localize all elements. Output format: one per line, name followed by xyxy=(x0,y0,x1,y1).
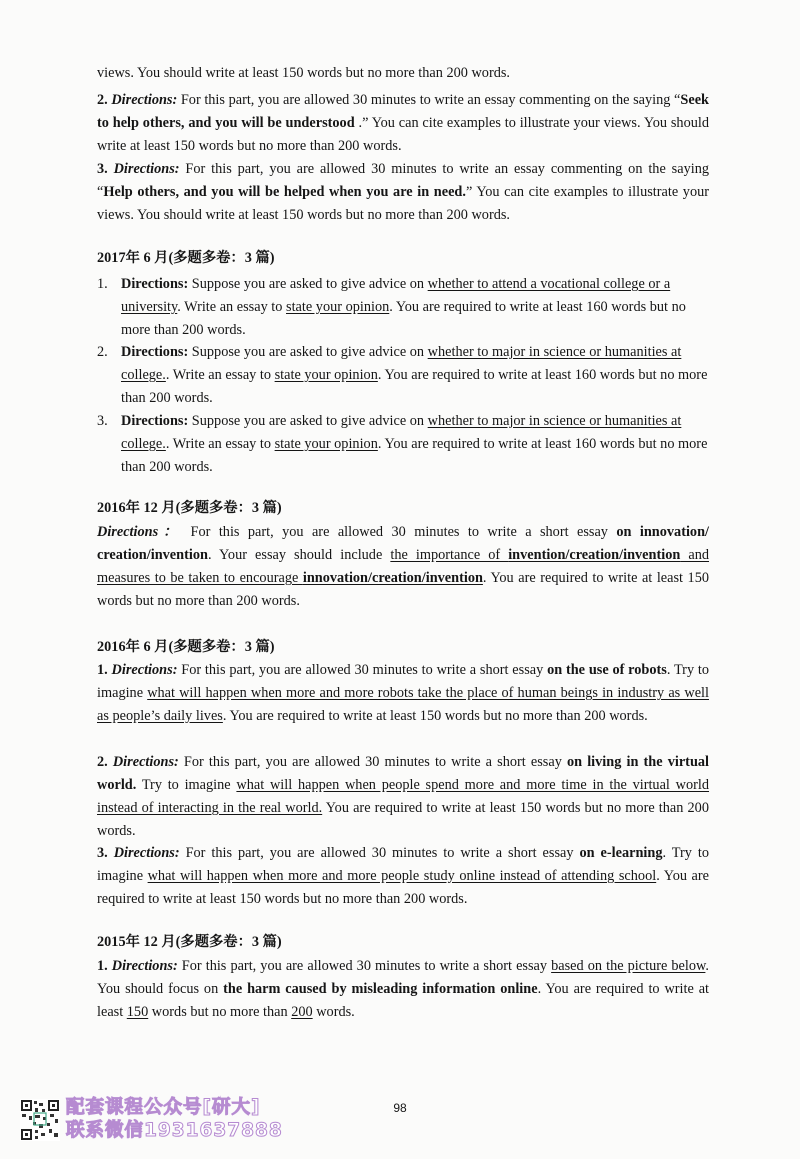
underlined-text: the importance of xyxy=(390,547,509,563)
underlined-text: what will happen when more and more robots take the place of human beings in industry as well as people’s daily lives xyxy=(97,685,709,724)
underlined-text: based on the picture below xyxy=(551,958,706,974)
direction-2016-12 xyxy=(97,521,709,613)
text-span: Try to imagine xyxy=(136,777,237,793)
item-number: 3. xyxy=(97,413,108,429)
quoted-saying: Help others, and you will be helped when you are in need. xyxy=(103,184,466,200)
text-span: For this part, you are allowed 30 minutes to write a short essay xyxy=(178,754,567,770)
directions-label: Directions： xyxy=(97,524,183,540)
directions-label: Directions: xyxy=(111,662,178,678)
watermark-line: 配套课程公众号[研大] xyxy=(66,1097,261,1118)
bold-topic: on e-learning xyxy=(579,845,663,861)
underlined-text: what will happen when people spend more and more time in the virtual world instead of interacting in the real world. xyxy=(97,777,710,816)
underlined-task: state your opinion xyxy=(274,367,378,383)
directions-label: Directions: xyxy=(121,276,189,292)
text-span: ” You can cite examples to illustrate your views. You should write at least 150 words but no more than 200 words. xyxy=(97,184,710,223)
item-number: 1. xyxy=(97,958,112,974)
text-span: . You are required to write at least 160 words but no more than 200 words. xyxy=(121,436,708,475)
item-number: 1. xyxy=(97,276,108,292)
section-heading-2016-6: 2016年 6 月(多题多卷：3 篇) xyxy=(97,639,275,655)
text-span: . You are required to write at least xyxy=(97,981,710,1020)
intro-direction-3 xyxy=(97,158,709,227)
section-heading-2016-12: 2016年 12 月(多题多卷：3 篇) xyxy=(97,500,282,516)
text-span: . Try to imagine xyxy=(97,845,710,884)
item-number: 2. xyxy=(97,754,113,770)
item-number: 3. xyxy=(97,161,114,177)
text-span: . Try to imagine xyxy=(97,662,710,701)
direction-2016-6-3 xyxy=(97,842,709,911)
text-span: words but no more than xyxy=(148,1004,292,1020)
text-span: You are required to write at least 150 words but no more than 200 words. xyxy=(97,800,709,839)
bold-topic: on the use of robots xyxy=(547,662,667,678)
text-span: . You are required to write at least 160 words but no more than 200 words. xyxy=(121,367,708,406)
text-span: For this part, you are allowed 30 minutes to write an essay commenting on the saying “ xyxy=(97,161,709,200)
section-heading-2015-12: 2015年 12 月(多题多卷：3 篇) xyxy=(97,934,282,950)
text-span: . Write an essay to xyxy=(177,299,287,315)
intro-continuation xyxy=(97,62,709,85)
directions-label: Directions: xyxy=(111,958,178,974)
bold-topic: on living in the virtual world. xyxy=(97,754,710,793)
quoted-saying: Seek to help others, and you will be understood xyxy=(97,92,709,131)
text-span: For this part, you are allowed 30 minutes to write a short essay xyxy=(177,662,548,678)
bold-topic: the harm caused by misleading information online xyxy=(223,981,538,997)
text-span: . Write an essay to xyxy=(165,367,275,383)
direction-2016-6-2 xyxy=(97,751,709,843)
list-item xyxy=(97,410,709,479)
page-number: 98 xyxy=(393,1101,407,1115)
watermark-line: 联系微信1931637888 xyxy=(66,1120,283,1141)
directions-label: Directions: xyxy=(121,344,189,360)
section-heading-2017-6: 2017年 6 月(多题多卷：3 篇) xyxy=(97,250,275,266)
list-item xyxy=(97,273,709,342)
directions-label: Directions: xyxy=(113,161,180,177)
intro-direction-2 xyxy=(97,89,709,158)
underlined-text: what will happen when more and more people study online instead of attending school xyxy=(147,868,657,884)
text-span: For this part, you are allowed 30 minutes to write a short essay xyxy=(182,524,617,540)
directions-label: Directions: xyxy=(112,754,179,770)
direction-2016-6-1 xyxy=(97,659,709,728)
directions-label: Directions: xyxy=(113,845,180,861)
directions-label: Directions: xyxy=(111,92,178,108)
underlined-topic: whether to major in science or humanities at college. xyxy=(121,413,682,452)
item-number: 2. xyxy=(97,344,108,360)
text-span: For this part, you are allowed 30 minutes to write a short essay xyxy=(177,958,552,974)
item-number: 2. xyxy=(97,92,112,108)
intro-line: views. You should write at least 150 words but no more than 200 words. xyxy=(97,65,510,81)
underlined-task: state your opinion xyxy=(286,299,390,315)
underlined-number: 200 xyxy=(291,1004,313,1020)
text-span: . You should focus on xyxy=(97,958,709,997)
bold-topic: on innovation/ creation/invention xyxy=(97,524,709,563)
underlined-number: 150 xyxy=(126,1004,149,1020)
underlined-topic: whether to major in science or humanities at college. xyxy=(121,344,682,383)
text-span: Suppose you are asked to give advice on xyxy=(188,413,428,429)
text-span: . You are required to write at least 160 words but no more than 200 words. xyxy=(121,299,686,338)
text-span: Suppose you are asked to give advice on xyxy=(188,344,428,360)
text-span: words. xyxy=(312,1004,355,1020)
direction-2015-12-1 xyxy=(97,955,709,1024)
underlined-topic: whether to attend a vocational college or a university xyxy=(121,276,671,315)
text-span: . Write an essay to xyxy=(165,436,275,452)
text-span: . Your essay should include xyxy=(207,547,391,563)
text-span: . You are required to write at least 150 words but no more than 200 words. xyxy=(222,708,648,724)
underlined-task: state your opinion xyxy=(274,436,378,452)
item-number: 1. xyxy=(97,662,112,678)
text-span: Suppose you are asked to give advice on xyxy=(188,276,428,292)
item-number: 3. xyxy=(97,845,114,861)
text-span: .” You can cite examples to illustrate your views. You should write at least 150 words but no more than 200 words. xyxy=(97,115,710,154)
directions-label: Directions: xyxy=(121,413,189,429)
text-span: . You are required to write at least 150 words but no more than 200 words. xyxy=(97,868,709,907)
underlined-text: and measures to be taken to encourage xyxy=(97,547,710,586)
text-span: For this part, you are allowed 30 minutes to write an essay commenting on the saying “ xyxy=(177,92,681,108)
bold-underlined-text: invention/creation/invention xyxy=(508,547,681,563)
bold-underlined-text: innovation/creation/invention xyxy=(302,570,483,586)
list-item xyxy=(97,341,709,410)
text-span: For this part, you are allowed 30 minutes to write a short essay xyxy=(179,845,580,861)
text-span: . You are required to write at least 150 words but no more than 200 words. xyxy=(97,570,709,609)
